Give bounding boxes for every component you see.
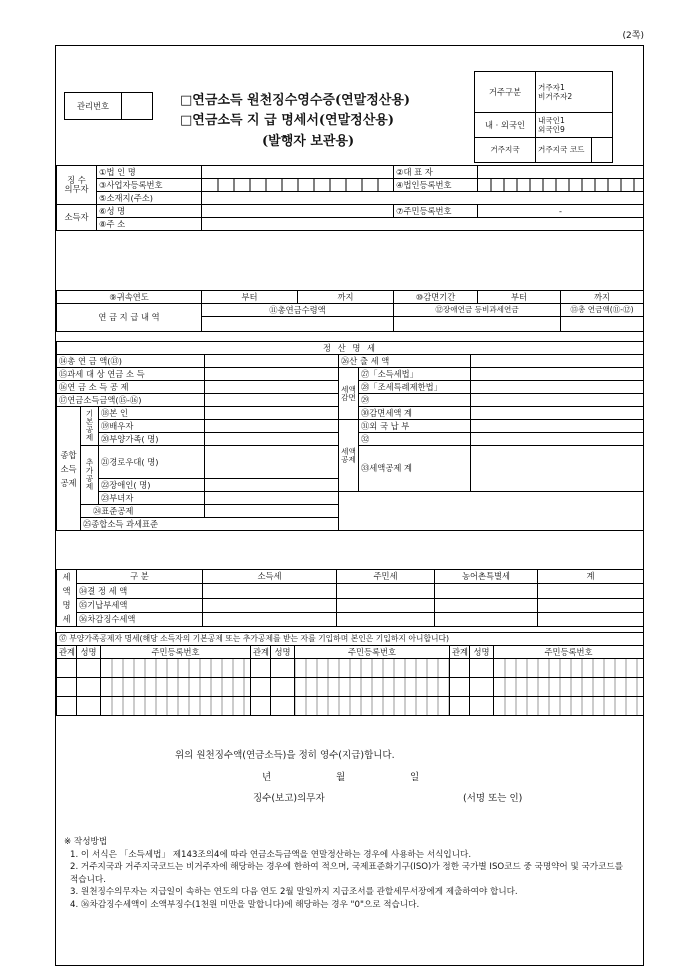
country-label: 거주지국: [475, 138, 536, 163]
r36-income[interactable]: [203, 612, 337, 626]
settlement-heading: 정 산 명 세: [57, 342, 644, 355]
r33-input[interactable]: [471, 446, 644, 492]
period-to2: 까지: [561, 291, 644, 304]
period-from1: 부터: [202, 291, 298, 304]
r32-label: ㉜: [359, 433, 471, 446]
earner-address-input[interactable]: [202, 218, 644, 231]
r22-label: ㉒장애인( 명): [99, 479, 205, 492]
settlement-table: [56, 341, 644, 531]
instructions: [64, 836, 624, 911]
r34-total[interactable]: [538, 584, 644, 598]
tax-h-division: 구 분: [77, 570, 203, 584]
r31-label: ㉛외 국 납 부: [359, 420, 471, 433]
residency-opt2: 비거주자2: [538, 92, 573, 101]
r28-label: ㉘「조세특례제한법」: [359, 381, 471, 394]
r34-rural[interactable]: [435, 584, 538, 598]
r28-input[interactable]: [471, 381, 644, 394]
corp-name-input[interactable]: [202, 166, 394, 179]
r24-input[interactable]: [205, 505, 339, 518]
r33-label: ㉝세액공제 계: [359, 446, 471, 492]
r22-input[interactable]: [205, 479, 339, 492]
residency-label: 거주구분: [475, 72, 536, 113]
r27-input[interactable]: [471, 368, 644, 381]
title-receipt: □연금소득 원천징수영수증(연말정산용): [180, 93, 411, 108]
title-copy-type: (발행자 보관용): [262, 134, 355, 149]
earner-rrn-label: ⑦주민등록번호: [394, 205, 478, 218]
receipt-statement: 위의 원천징수액(연금소득)을 정히 영수(지급)합니다.: [175, 750, 395, 761]
col12: ⑫장애연금 등비과세연금: [394, 304, 561, 317]
dep-rrn-h2: 주민등록번호: [295, 646, 450, 659]
r23-input[interactable]: [205, 492, 339, 505]
address-label: ⑤소재지(주소): [97, 192, 202, 205]
title-statement: □연금소득 지 급 명세서(연말정산용): [180, 113, 394, 128]
r18-input[interactable]: [205, 407, 339, 420]
dep-name-h2: 성명: [271, 646, 295, 659]
r25-label: ㉕종합소득 과세표준: [81, 518, 339, 531]
tax-side-label: 세 액 명 세: [57, 570, 77, 627]
r20-label: ⑳부양가족( 명): [99, 433, 205, 446]
r16-input[interactable]: [205, 381, 339, 394]
page-number: (2쪽): [622, 31, 644, 41]
instruction-3: 3. 원천징수의무자는 지급일이 속하는 연도의 다음 연도 2월 말일까지 지급조서를 관할세무서장에게 제출하여야 합니다.: [70, 887, 518, 897]
receipt-month: 월: [336, 772, 346, 783]
dep-name-h3: 성명: [470, 646, 494, 659]
col11-input[interactable]: [202, 317, 394, 332]
r21-label: ㉑경로우대( 명): [99, 446, 205, 479]
nationality-opt1: 내국인1: [538, 116, 565, 125]
corp-reg-input[interactable]: [478, 179, 644, 192]
mgmt-input[interactable]: [122, 93, 153, 120]
dep-rel-h3: 관계: [450, 646, 470, 659]
reduction-period-label: ⑩감면기간: [394, 291, 478, 304]
r34-income[interactable]: [203, 584, 337, 598]
basic-deduction-label: 기본 공제: [81, 407, 99, 446]
r31-input[interactable]: [471, 420, 644, 433]
dep-rrn-h1: 주민등록번호: [101, 646, 251, 659]
corp-name-label: ①법 인 명: [97, 166, 202, 179]
biz-reg-label: ③사업자등록번호: [97, 179, 202, 192]
r36-total[interactable]: [538, 612, 644, 626]
tax-h-income: 소득세: [203, 570, 337, 584]
dependents-heading: ㊲ 부양가족공제자 명세(해당 소득자의 기본공제 또는 추가공제를 받는 자를 기입하며 본인은 기입하지 아니합니다): [57, 633, 644, 646]
r35-total[interactable]: [538, 598, 644, 612]
sign-or-seal: (서명 또는 인): [463, 793, 523, 804]
r24-label: ㉔표준공제: [81, 505, 205, 518]
col13-input[interactable]: [561, 317, 644, 332]
receipt-year: 년: [262, 772, 272, 783]
payer-sign-label: 징수(보고)의무자: [253, 793, 325, 804]
period-to1: 까지: [298, 291, 394, 304]
r17-input[interactable]: [205, 394, 339, 407]
r35-local[interactable]: [337, 598, 435, 612]
comprehensive-deduction-label: 종합 소득 공제: [57, 407, 81, 531]
corp-reg-label: ④법인등록번호: [394, 179, 478, 192]
r36-rural[interactable]: [435, 612, 538, 626]
instruction-1: 1. 이 서식은 「소득세법」 제143조의4에 따라 연금소득금액을 연말정산하는 경우에 사용하는 서식입니다.: [70, 849, 472, 860]
rep-input[interactable]: [478, 166, 644, 179]
earner-name-label: ⑥성 명: [97, 205, 202, 218]
dep-rel-h1: 관계: [57, 646, 77, 659]
r14-label: ⑭총 연 금 액(⑬): [57, 355, 205, 368]
col11: ⑪총연금수령액: [202, 304, 394, 317]
tax-h-local: 주민세: [337, 570, 435, 584]
dep-row: [57, 678, 644, 697]
r19-label: ⑲배우자: [99, 420, 205, 433]
management-number-box: [64, 92, 153, 120]
r30-input[interactable]: [471, 407, 644, 420]
r14-input[interactable]: [205, 355, 339, 368]
r20-input[interactable]: [205, 433, 339, 446]
dep-row: [57, 659, 644, 678]
r30-label: ㉚감면세액 계: [359, 407, 471, 420]
pay-details-label: 연 금 지 급 내 역: [57, 304, 202, 332]
r15-label: ⑮과세 대 상 연금 소 득: [57, 368, 205, 381]
r15-input[interactable]: [205, 368, 339, 381]
dep-row: [57, 697, 644, 716]
dep-rel-h2: 관계: [251, 646, 271, 659]
nationality-label: 내 · 외국인: [475, 113, 536, 138]
attr-year-label: ⑨귀속연도: [57, 291, 202, 304]
dep-rrn-h3: 주민등록번호: [494, 646, 644, 659]
party-table: [56, 165, 644, 231]
receipt-day: 일: [410, 772, 420, 783]
r32-input[interactable]: [471, 433, 644, 446]
r18-label: ⑱본 인: [99, 407, 205, 420]
r29-input[interactable]: [471, 394, 644, 407]
r27-label: ㉗「소득세법」: [359, 368, 471, 381]
additional-deduction-label: 추가 공제: [81, 446, 99, 505]
instruction-4: 4. ㊱차감징수세액이 소액부징수(1천원 미만을 말합니다)에 해당하는 경우 "0"으로 적습니다.: [70, 899, 420, 910]
r21-input[interactable]: [205, 446, 339, 479]
r19-input[interactable]: [205, 420, 339, 433]
col12-input[interactable]: [394, 317, 561, 332]
earner-address-label: ⑧주 소: [97, 218, 202, 231]
col13: ⑬총 연금액(⑪-⑫): [561, 304, 644, 317]
tax-table: [56, 569, 644, 627]
earner-name-input[interactable]: [202, 205, 394, 218]
dependents-table: [56, 632, 644, 716]
r34-label: ㉞결 정 세 액: [77, 584, 203, 598]
period-from2: 부터: [478, 291, 561, 304]
instructions-title: ※ 작성방법: [64, 837, 108, 847]
r35-label: ㉟기납부세액: [77, 598, 203, 612]
r35-income[interactable]: [203, 598, 337, 612]
r26-label: ㉖산 출 세 액: [339, 355, 471, 368]
residency-box: [474, 71, 613, 163]
period-table: [56, 290, 644, 332]
r17-label: ⑰연금소득금액(⑮-⑯): [57, 394, 205, 407]
earner-rrn-input[interactable]: -: [478, 205, 644, 218]
reduction-group-label: 세액 감면: [339, 368, 359, 420]
credit-group-label: 세액 공제: [339, 420, 359, 492]
address-input[interactable]: [202, 192, 644, 205]
r34-local[interactable]: [337, 584, 435, 598]
instruction-2: 2. 거주지국과 거주지국코드는 비거주자에 해당하는 경우에 한하여 적으며, 국제표준화기구(ISO)가 정한 국가별 ISO코드 중 국명약어 및 국가코드를 적습니다.: [70, 862, 624, 885]
country-code-label: 거주지국 코드: [536, 138, 592, 163]
nationality-opt2: 외국인9: [538, 125, 565, 134]
r29-label: ㉙: [359, 394, 471, 407]
r26-input[interactable]: [471, 355, 644, 368]
tax-h-rural: 농어촌특별세: [435, 570, 538, 584]
residency-opt1: 거주자1: [538, 83, 565, 92]
r23-label: ㉓부녀자: [99, 492, 205, 505]
earner-label: 소득자: [57, 205, 97, 231]
r36-label: ㊱차감징수세액: [77, 612, 203, 626]
biz-reg-input[interactable]: [202, 179, 394, 192]
r35-rural[interactable]: [435, 598, 538, 612]
r36-local[interactable]: [337, 612, 435, 626]
rep-label: ②대 표 자: [394, 166, 478, 179]
dep-name-h1: 성명: [77, 646, 101, 659]
mgmt-label: 관리번호: [65, 93, 122, 120]
tax-h-total: 계: [538, 570, 644, 584]
r16-label: ⑯연 금 소 득 공 제: [57, 381, 205, 394]
country-code-input[interactable]: [591, 138, 612, 163]
payer-label: 징 수 의무자: [57, 166, 97, 205]
